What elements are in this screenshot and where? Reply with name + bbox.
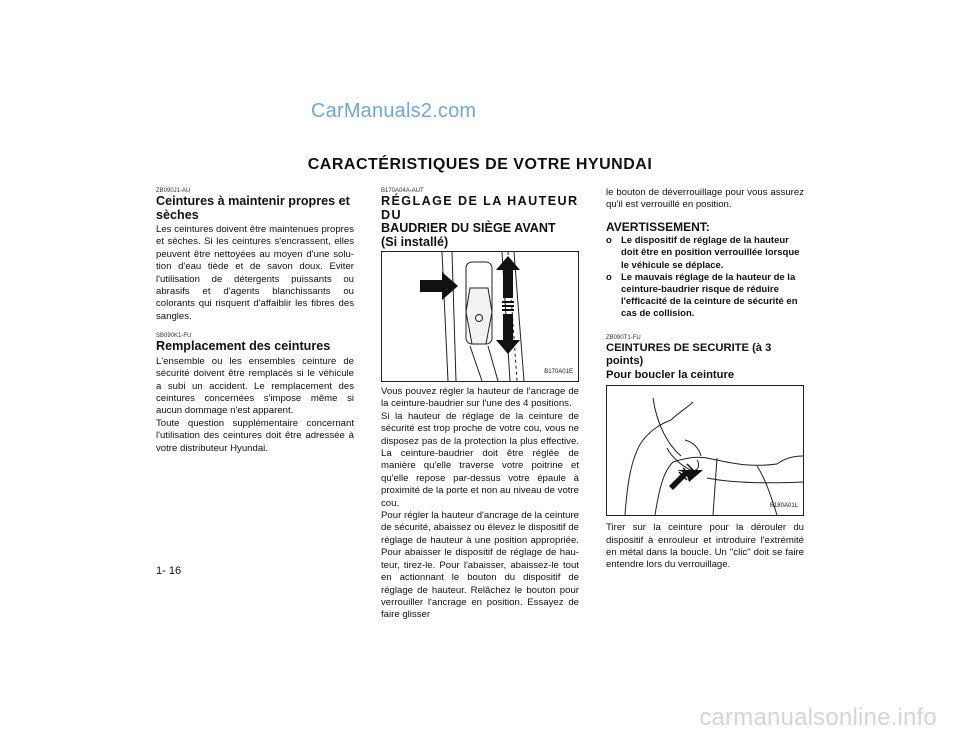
column-2 xyxy=(381,187,579,622)
buckle-body: Tirer sur la ceinture pour la dérouler du dispositif à enrouleur et introduire l'extrémité en métal dans la boucle. Un "clic" doit se faire entendre lors du verrouillage. xyxy=(606,522,804,571)
page-title: CARACTÉRISTIQUES DE VOTRE HYUNDAI xyxy=(307,156,653,173)
section-title-3point: CEINTURES DE SECURITE (à 3 points) xyxy=(606,341,772,368)
section-code: B170A04A-AUT xyxy=(381,188,424,194)
bullet-mark: o xyxy=(606,271,612,283)
adjuster-body-1: Vous pouvez régler la hauteur de l'ancrage de la ceinture-baudrier sur l'une des 4 positions. xyxy=(381,386,579,410)
figure-buckle-up xyxy=(606,385,804,516)
section-body-replacement: L'ensemble ou les ensembles ceinture de sécurité doivent être remplacés si le véhicule a subi un accident. Le remplacement des ceintures concernées s'impose même si aucun dommage n'est apparent. xyxy=(156,355,354,417)
adjuster-body-2: Si la hauteur de réglage de la ceinture de sécurité est trop proche de votre cou, vous ne disposez pas de la protection la plus effective. La ceinture-baudrier doit être réglée de manière qu'elle traverse votre poitrine et qu'elle repose par-dessus votre épaule à proximité de la porte et non au niveau de votre cou. xyxy=(381,410,579,509)
warning-text-2: Le mauvais réglage de la hauteur de la ceinture-baudrier risque de réduire l'efficacité de la ceinture de sécurité en cas de collision. xyxy=(621,271,798,320)
section-title-line-2: BAUDRIER DU SIÈGE AVANT xyxy=(381,221,556,235)
warning-text-1: Le dispositif de réglage de la hauteur doit être en position verrouillée lorsque le véhicule se déplace. xyxy=(621,235,800,271)
figure-shoulder-adjuster xyxy=(381,251,579,382)
page-number: 1- 16 xyxy=(156,565,182,577)
figure-label: B170A01E xyxy=(544,368,573,375)
figure-label: B180A01L xyxy=(769,502,798,509)
section-code: SB090K1-FU xyxy=(156,333,192,340)
section-subtitle-buckle: Pour boucler la ceinture xyxy=(606,368,735,381)
adjuster-body-3: Pour régler la hauteur d'ancrage de la ceinture de sécurité, abaissez ou élevez le dispositif de réglage de hauteur à une position appropriée. Pour abaisser le dispositif de réglage de hau-teur, tirez-le. Pour l'abaisser, abaissez-le tout en actionnant le bouton du dispositif de réglage de hauteur. Relâchez le bouton pour verrouiller l'ancrage en position. Essayez de faire glisser xyxy=(381,510,579,621)
watermark-logo: CarManuals2.com xyxy=(311,100,477,122)
section-title-line-3: (Si installé) xyxy=(381,234,449,249)
warning-bullet-1 xyxy=(606,235,804,272)
section-body-replacement-2: Toute question supplémentaire concernant l'utilisation des ceintures doit être adressée à votre distributeur Hyundai. xyxy=(156,417,354,454)
footer-watermark: carmanualsonline.info xyxy=(699,704,937,731)
warning-title: AVERTISSEMENT: xyxy=(606,219,710,234)
column-3 xyxy=(606,187,804,572)
section-title-clean-dry: Ceintures à maintenir propres et sèches xyxy=(156,194,350,222)
section-title-line-1: RÉGLAGE DE LA HAUTEUR DU xyxy=(381,194,579,222)
buckle-up-illustration xyxy=(607,386,803,515)
column-1 xyxy=(156,187,354,455)
warning-bullet-2 xyxy=(606,272,804,321)
section-body-clean-dry: Les ceintures doivent être maintenues propres et sèches. Si les ceintures s'encrassent, elles peuvent être nettoyées au moyen d'une solu-tion d'eau tiède et de savon doux. Eviter l'utilisation de détergents puissants ou abrasifs et d'agents blanchissants ou colorants qui risquent d'affaiblir les fibres des sangles. xyxy=(156,224,354,322)
section-title-replacement: Remplacement des ceintures xyxy=(156,339,331,354)
section-code: ZB090T1-FU xyxy=(606,334,641,341)
shoulder-adjuster-illustration xyxy=(382,252,578,381)
bullet-mark: o xyxy=(606,235,612,247)
adjuster-body-continued: le bouton de déverrouillage pour vous assurez qu'il est verrouillé en position. xyxy=(606,187,804,211)
section-code: ZB090J1-AU xyxy=(156,188,191,194)
